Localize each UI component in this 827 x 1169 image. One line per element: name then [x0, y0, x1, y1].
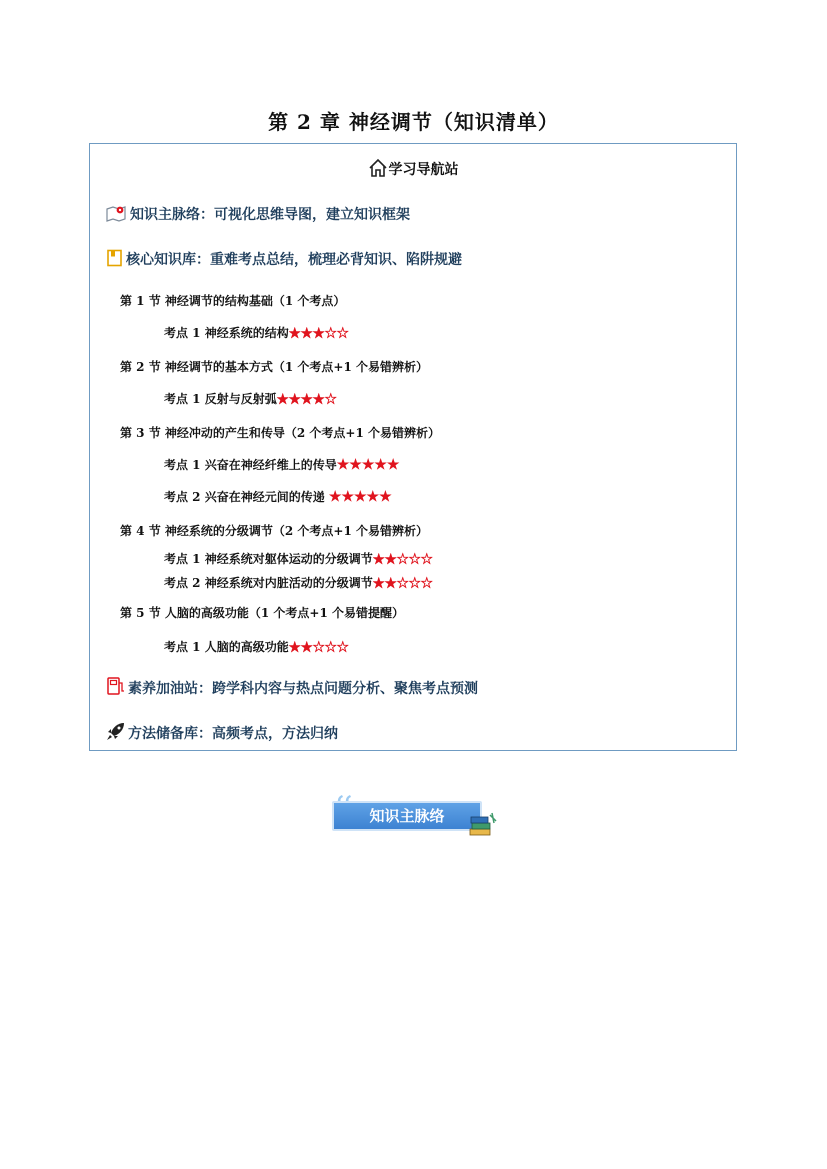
- section-label: 核心知识库：: [126, 252, 210, 268]
- star-rating: ★★★★☆: [276, 392, 337, 406]
- section-desc: 高频考点，方法归纳: [212, 726, 338, 742]
- navigation-box: [89, 143, 737, 751]
- home-icon: [368, 158, 388, 178]
- book-icon: [106, 249, 124, 267]
- star-rating: ★★☆☆☆: [372, 576, 433, 590]
- chapter-4: 第 4 节 神经系统的分级调节（2 个考点+1 个易错辨析）: [120, 524, 428, 538]
- section-label: 知识主脉络：: [130, 207, 214, 223]
- section-label: 方法储备库：: [128, 726, 212, 742]
- section-desc: 重难考点总结，梳理必背知识、陷阱规避: [210, 252, 462, 268]
- point-4-1: 考点 1 神经系统对躯体运动的分级调节★★☆☆☆: [164, 552, 433, 566]
- point-3-1: 考点 1 兴奋在神经纤维上的传导★★★★★: [164, 457, 400, 473]
- knowledge-map-banner: [326, 793, 502, 841]
- chapter-3: 第 3 节 神经冲动的产生和传导（2 个考点+1 个易错辨析）: [120, 426, 440, 440]
- section-core-knowledge[interactable]: [106, 249, 462, 269]
- rocket-icon: [106, 721, 126, 741]
- section-label: 素养加油站：: [128, 681, 212, 697]
- nav-heading-text: 学习导航站: [388, 162, 459, 178]
- point-5-1: 考点 1 人脑的高级功能★★☆☆☆: [164, 640, 349, 654]
- section-knowledge-map[interactable]: [106, 204, 410, 224]
- star-rating: ★★★★★: [336, 457, 400, 473]
- section-desc: 跨学科内容与热点问题分析、聚焦考点预测: [212, 681, 478, 697]
- point-4-2: 考点 2 神经系统对内脏活动的分级调节★★☆☆☆: [164, 576, 433, 590]
- point-2-1: 考点 1 反射与反射弧★★★★☆: [164, 392, 337, 406]
- books-icon: [468, 811, 498, 839]
- map-pin-icon: [106, 204, 128, 222]
- point-1-1: 考点 1 神经系统的结构★★★☆☆: [164, 326, 349, 340]
- fuel-icon: [106, 676, 126, 696]
- chapter-1: 第 1 节 神经调节的结构基础（1 个考点）: [120, 294, 346, 308]
- point-3-2: 考点 2 兴奋在神经元间的传递 ★★★★★: [164, 489, 392, 505]
- nav-heading: [90, 158, 736, 179]
- chapter-5: 第 5 节 人脑的高级功能（1 个考点+1 个易错提醒）: [120, 606, 404, 620]
- section-methods[interactable]: [106, 721, 338, 743]
- section-literacy[interactable]: [106, 676, 478, 698]
- page-title: 第 2 章 神经调节（知识清单）: [268, 110, 559, 134]
- section-desc: 可视化思维导图，建立知识框架: [214, 207, 410, 223]
- star-rating: ★★★☆☆: [288, 326, 349, 340]
- star-rating: ★★☆☆☆: [372, 552, 433, 566]
- star-rating: ★★☆☆☆: [288, 640, 349, 654]
- star-rating: ★★★★★: [328, 489, 392, 505]
- banner-label: 知识主脉络: [369, 807, 445, 825]
- chapter-2: 第 2 节 神经调节的基本方式（1 个考点+1 个易错辨析）: [120, 360, 428, 374]
